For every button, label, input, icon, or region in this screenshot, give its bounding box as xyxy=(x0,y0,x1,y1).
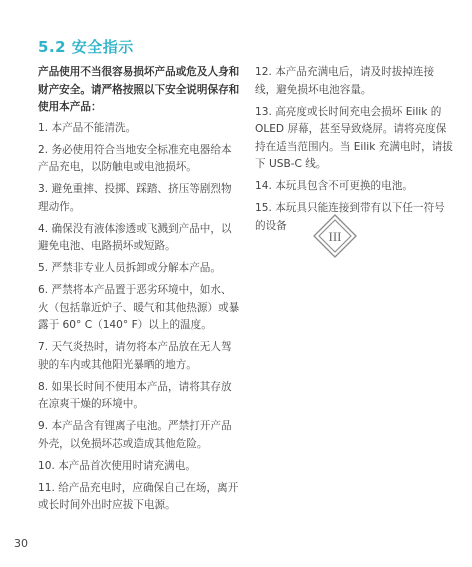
safety-item-11: 11. 给产品充电时，应确保自己在场，离开或长时间外出时应拔下电源。 xyxy=(38,481,239,511)
safety-item-10: 10. 本产品首次使用时请充满电。 xyxy=(38,459,196,472)
page-number: 30 xyxy=(14,537,28,550)
safety-item-5: 5. 严禁非专业人员拆卸或分解本产品。 xyxy=(38,262,221,274)
safety-item-3: 3. 避免重摔、投掷、踩踏、挤压等剧烈物理动作。 xyxy=(38,183,232,213)
safety-item-12: 12. 本产品充满电后，请及时拔掉连接线，避免损坏电池容量。 xyxy=(255,66,435,96)
section-title: 5.2 安全指示 xyxy=(38,38,134,56)
safety-item-2: 2. 务必使用符合当地安全标准充电器给本产品充电，以防触电或电池损坏。 xyxy=(38,143,232,173)
safety-item-13: 13. 高亮度或长时间充电会损坏 Eilik 的 OLED 屏幕，甚至导致烧屏。请将亮度保持在适当范围内。当 Eilik 充满电时，请拔下 USB-C 线。 xyxy=(255,105,453,170)
class-iii-diamond-svg xyxy=(312,213,358,259)
safety-item-7: 7. 天气炎热时，请勿将本产品放在无人驾驶的车内或其他阳光暴晒的地方。 xyxy=(38,341,232,371)
safety-item-4: 4. 确保没有液体渗透或飞溅到产品中，以避免电池、电路损坏或短路。 xyxy=(38,222,232,252)
intro-paragraph: 产品使用不当很容易损坏产品或危及人身和财产安全。请严格按照以下安全说明保存和使用本产品： xyxy=(38,66,240,113)
class-iii-diamond-icon xyxy=(312,213,358,259)
class-iii-label: III xyxy=(328,229,342,244)
safety-item-15: 15. 本玩具只能连接到带有以下任一符号的设备 xyxy=(255,202,445,232)
left-column xyxy=(38,64,242,519)
safety-item-1: 1. 本产品不能清洗。 xyxy=(38,121,137,134)
safety-item-8: 8. 如果长时间不使用本产品，请将其存放在凉爽干燥的环境中。 xyxy=(38,380,232,410)
safety-item-6: 6. 严禁将本产品置于恶劣环境中，如水、火（包括靠近炉子、暖气和其他热源）或暴露于 60° C（140° F）以上的温度。 xyxy=(38,284,240,331)
safety-item-14: 14. 本玩具包含不可更换的电池。 xyxy=(255,180,413,192)
safety-item-9: 9. 本产品含有锂离子电池。严禁打开产品外壳，以免损坏芯或造成其他危险。 xyxy=(38,420,232,450)
